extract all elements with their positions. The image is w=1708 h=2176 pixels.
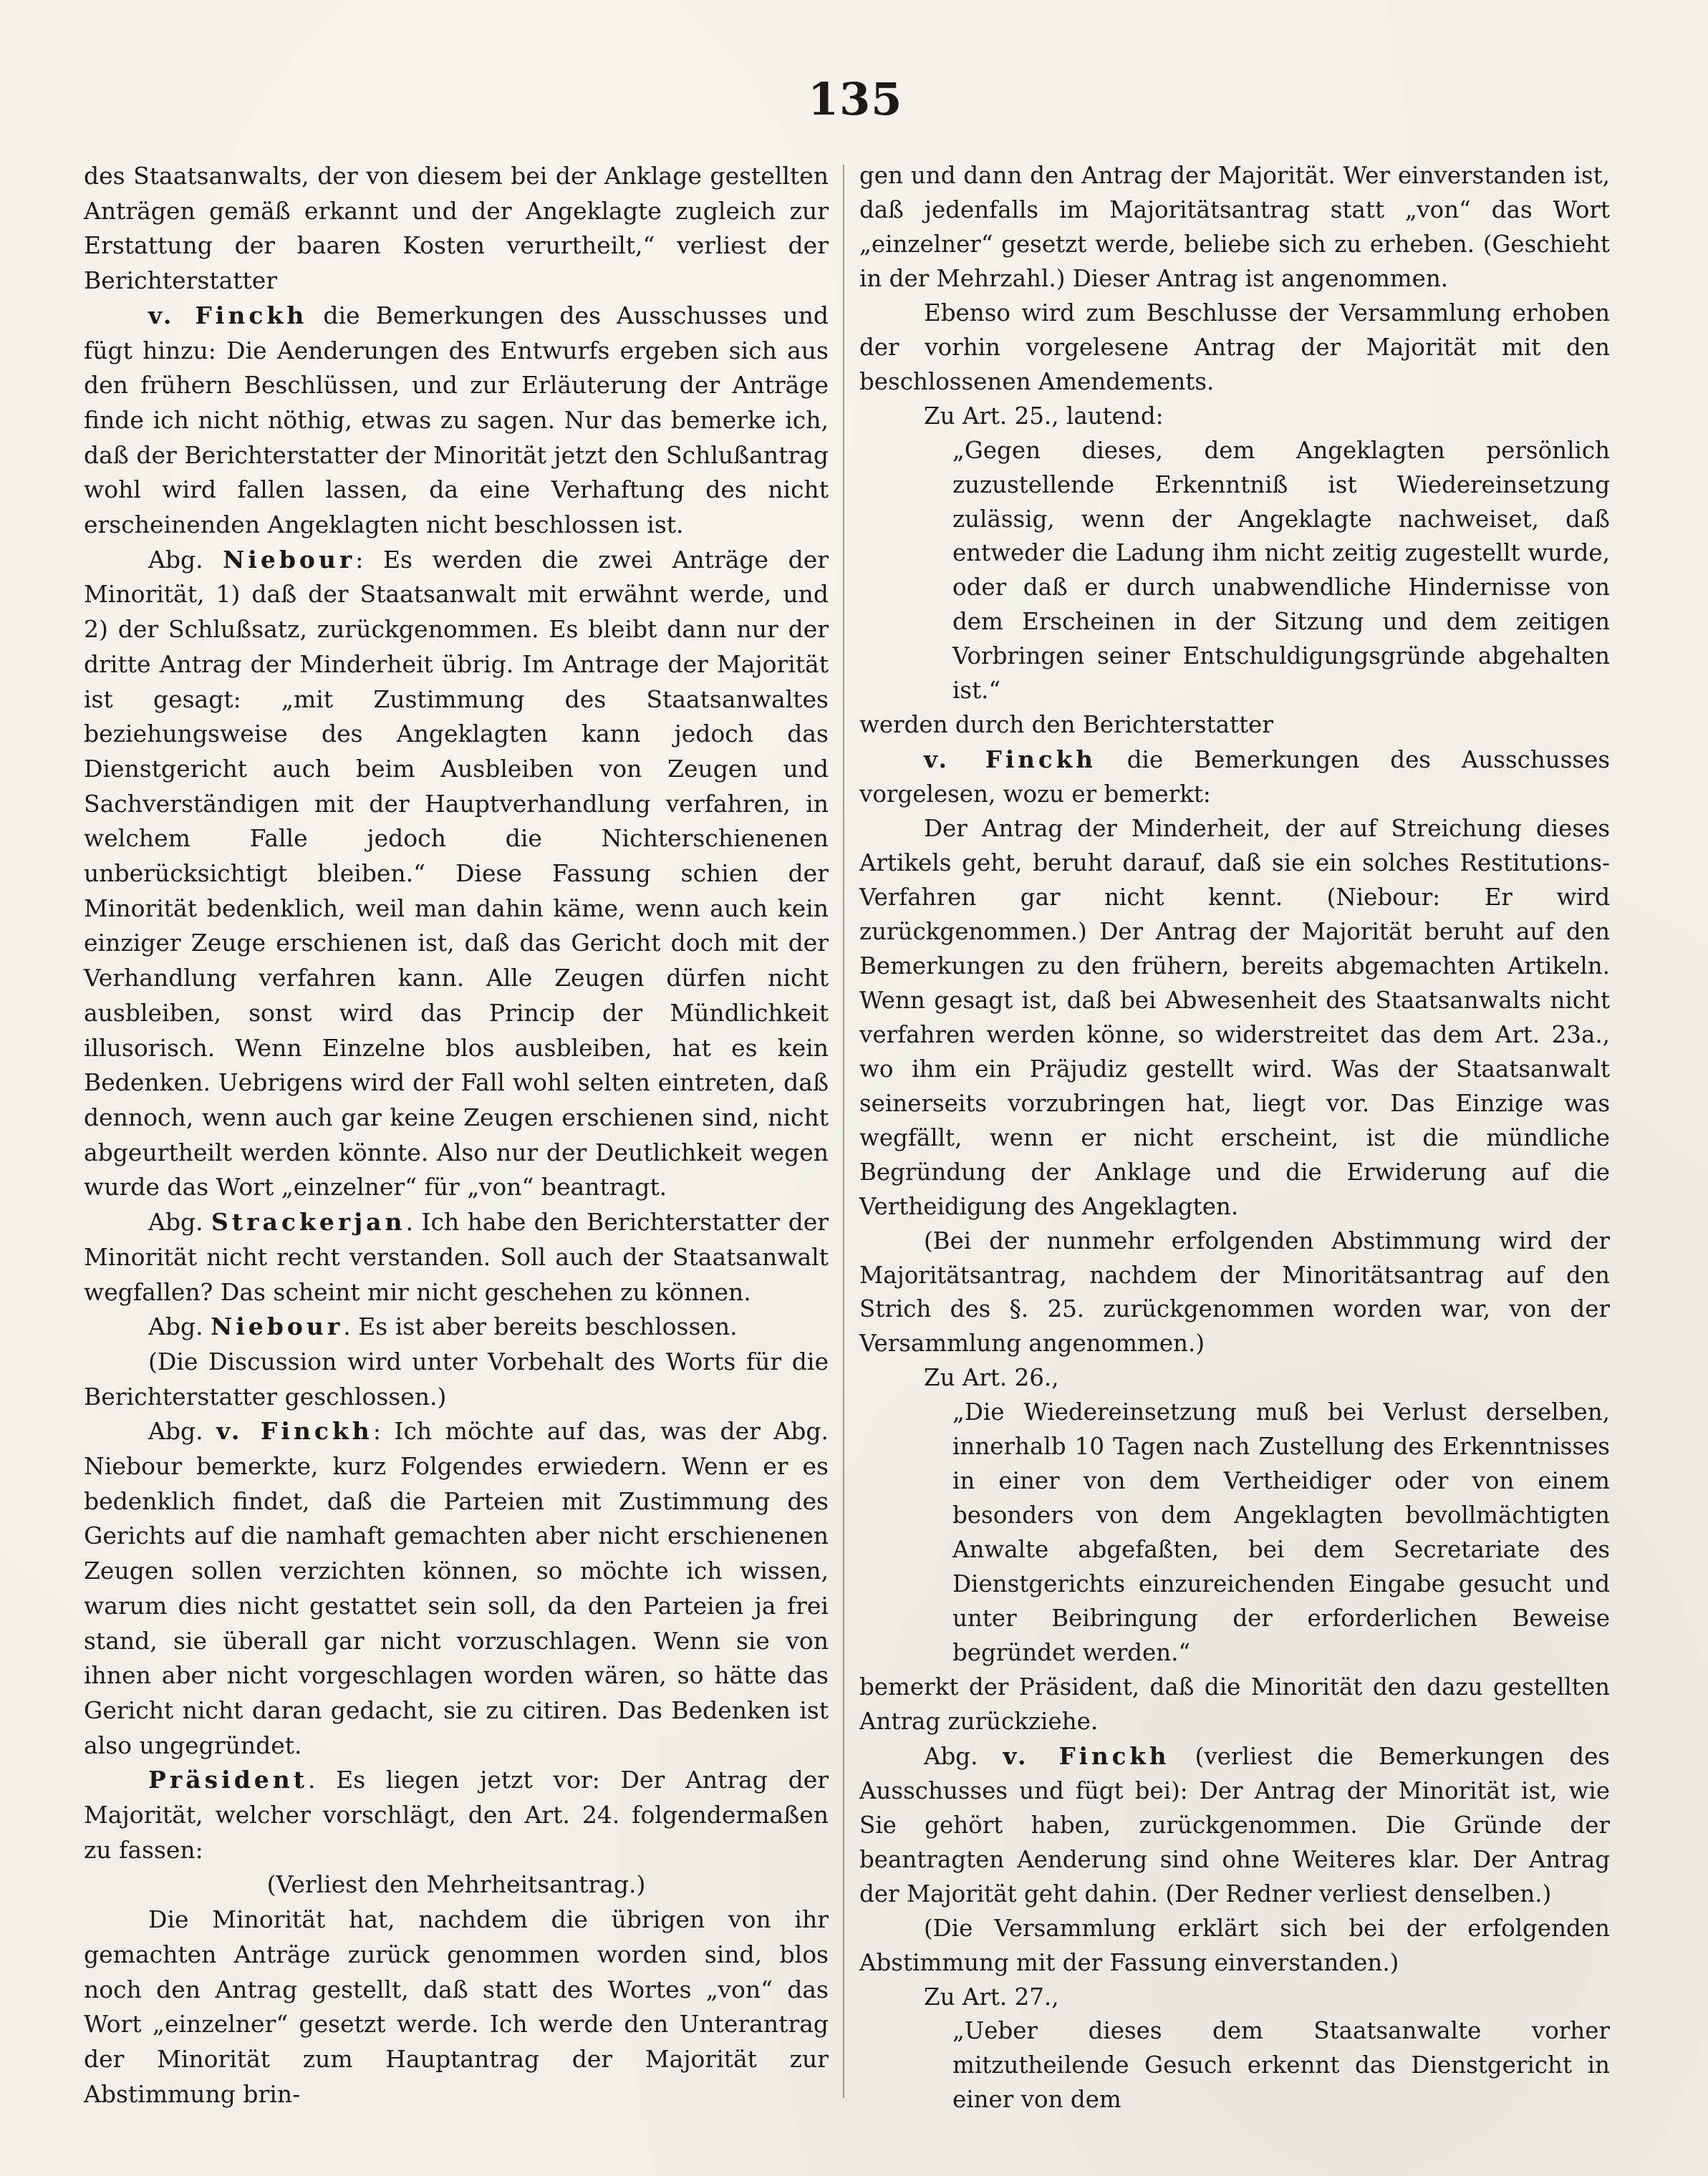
- right-column-paragraph: [859, 1224, 1610, 1362]
- paragraph-text: . Ich habe den Berichterstatter der Minorität nicht recht verstanden. Soll auch der Staatsanwalt wegfallen? Das scheint mir nicht geschehen zu können.: [84, 1208, 829, 1306]
- left-column-paragraph: [84, 299, 829, 543]
- speaker-name: v. Finckh: [148, 301, 308, 329]
- right-column-paragraph: [859, 434, 1610, 709]
- speaker-name: Niebour: [211, 1312, 344, 1341]
- left-column-paragraph: [84, 1310, 829, 1345]
- paragraph-text: Zu Art. 26.,: [924, 1364, 1059, 1392]
- speaker-name: v. Finckh: [216, 1417, 373, 1446]
- right-column-paragraph: [859, 1981, 1610, 2015]
- paragraph-text: (Die Discussion wird unter Vorbehalt des Worts für die Berichterstatter geschlossen.): [84, 1347, 829, 1411]
- left-column-paragraph: [84, 543, 829, 1205]
- right-column-paragraph: [859, 1396, 1610, 1670]
- speaker-prefix: Abg.: [148, 1417, 217, 1446]
- right-column-paragraph: [859, 1361, 1610, 1396]
- right-column-paragraph: [859, 812, 1610, 1224]
- paragraph-text: Der Antrag der Minderheit, der auf Streichung dieses Artikels geht, beruht darauf, daß sie ein solches Restitutions-Verfahren gar nicht kennt. (Niebour: Er wird zurückgenommen.) Der Antrag der Majorität beruht auf den Bemerkungen zu den frühern, bereits abgemachten Artikeln. Wenn gesagt ist, daß bei Abwesenheit des Staatsanwalts nicht verfahren werden könne, so widerstreitet das dem Art. 23a., wo ihm ein Präjudiz gestellt wird. Was der Staatsanwalt seinerseits vorzubringen hat, liegt vor. Das Einzige was wegfällt, wenn er nicht erscheint, ist die mündliche Begründung der Anklage und die Erwiderung auf die Vertheidigung des Angeklagten.: [859, 815, 1610, 1220]
- paragraph-text: Zu Art. 25., lautend:: [924, 402, 1164, 430]
- speaker-name: Strackerjan: [211, 1208, 406, 1237]
- speaker-name: Präsident: [148, 1766, 309, 1794]
- left-column-paragraph: [84, 159, 829, 299]
- paragraph-text: (Die Versammlung erklärt sich bei der erfolgenden Abstimmung mit der Fassung einverstanden.): [859, 1914, 1610, 1976]
- right-column-paragraph: [859, 1912, 1610, 1981]
- paragraph-text: . Es ist aber bereits beschlossen.: [343, 1312, 738, 1341]
- speaker-prefix: Abg.: [924, 1742, 1003, 1770]
- left-column-paragraph: [84, 1205, 829, 1310]
- paragraph-text: : Es werden die zwei Anträge der Minorität, 1) daß der Staatsanwalt mit erwähnt werde, und 2) der Schlußsatz, zurückgenommen. Es bleibt dann nur der dritte Antrag der Minderheit übrig. Im Antrage der Majorität ist gesagt: „mit Zustimmung des Staatsanwaltes beziehungsweise des Angeklagten kann jedoch das Dienstgericht auch beim Ausbleiben von Zeugen und Sachverständigen mit der Hauptverhandlung verfahren, in welchem Falle jedoch die Nichterschienenen unberücksichtigt bleiben.“ Diese Fassung schien der Minorität bedenklich, weil man dahin käme, wenn auch kein einziger Zeuge erschienen ist, daß das Gericht doch mit der Verhandlung verfahren kann. Alle Zeugen dürfen nicht ausbleiben, sonst wird das Princip der Mündlichkeit illusorisch. Wenn Einzelne blos ausbleiben, hat es kein Bedenken. Uebrigens wird der Fall wohl selten eintreten, daß dennoch, wenn auch gar keine Zeugen erschienen sind, nicht abgeurtheilt werden könnte. Also nur der Deutlichkeit wegen wurde das Wort „einzelner“ für „von“ beantragt.: [84, 545, 829, 1201]
- right-column-paragraph: [859, 743, 1610, 812]
- paragraph-text: „Die Wiedereinsetzung muß bei Verlust derselben, innerhalb 10 Tagen nach Zustellung des Erkenntnisses in einer von dem Vertheidiger oder von einem besonders von dem Angeklagten bevollmächtigten Anwalte abgefaßten, bei dem Secretariate des Dienstgerichts einzureichenden Eingabe gesucht und unter Beibringung der erforderlichen Beweise begründet werden.“: [952, 1398, 1610, 1666]
- right-column: [859, 159, 1610, 2117]
- right-column-paragraph: [859, 2014, 1610, 2117]
- paragraph-text: die Bemerkungen des Ausschusses und fügt hinzu: Die Aenderungen des Entwurfs ergeben sich aus den frühern Beschlüssen, und zur Erläuterung der Anträge finde ich nicht nöthig, etwas zu sagen. Nur das bemerke ich, daß der Berichterstatter der Minorität jetzt den Schlußantrag wohl wird fallen lassen, da eine Verhaftung des nicht erscheinenden Angeklagten nicht beschlossen ist.: [84, 301, 829, 539]
- right-column-paragraph: [859, 159, 1610, 296]
- right-column-paragraph: [859, 708, 1610, 743]
- right-column-paragraph: [859, 1739, 1610, 1912]
- paragraph-text: bemerkt der Präsident, daß die Minorität den dazu gestellten Antrag zurückziehe.: [859, 1673, 1610, 1735]
- column-divider: [843, 165, 844, 2098]
- left-column-paragraph: [84, 1345, 829, 1414]
- paragraph-text: „Gegen dieses, dem Angeklagten persönlich zuzustellende Erkenntniß ist Wiedereinsetzung zulässig, wenn der Angeklagte nachweiset, daß entweder die Ladung ihm nicht zeitig zugestellt wurde, oder daß er durch unabwendliche Hindernisse von dem Erscheinen in der Sitzung und dem zeitigen Vorbringen seiner Entschuldigungsgründe abgehalten ist.“: [952, 436, 1610, 705]
- left-column-paragraph: [84, 1763, 829, 1867]
- left-column-paragraph: [84, 1867, 829, 1902]
- left-column-paragraph: [84, 1414, 829, 1763]
- page-number: 135: [808, 73, 903, 125]
- paragraph-text: (Bei der nunmehr erfolgenden Abstimmung wird der Majoritätsantrag, nachdem der Minoritätsantrag auf den Strich des §. 25. zurückgenommen worden war, von der Versammlung angenommen.): [859, 1227, 1610, 1358]
- paragraph-text: die Bemerkungen des Ausschusses vorgelesen, wozu er bemerkt:: [859, 746, 1610, 808]
- paragraph-text: : Ich möchte auf das, was der Abg. Niebour bemerkte, kurz Folgendes erwiedern. Wenn er es bedenklich findet, daß die Parteien mit Zustimmung des Gerichts auf die namhaft gemachten aber nicht erschienenen Zeugen sollen verzichten können, so möchte ich wissen, warum dies nicht gestattet sein soll, da den Parteien ja frei stand, sie überall gar nicht vorzuschlagen. Wenn sie von ihnen aber nicht vorgeschlagen worden wären, so hätte das Gericht nicht daran gedacht, sie zu citiren. Das Bedenken ist also ungegründet.: [84, 1417, 829, 1759]
- speaker-prefix: Abg.: [148, 1208, 212, 1237]
- paragraph-text: Ebenso wird zum Beschlusse der Versammlung erhoben der vorhin vorgelesene Antrag der Majorität mit den beschlossenen Amendements.: [859, 299, 1610, 395]
- left-column: [84, 159, 829, 2112]
- speaker-name: Niebour: [223, 545, 356, 574]
- right-column-paragraph: [859, 400, 1610, 434]
- paragraph-text: werden durch den Berichterstatter: [859, 711, 1273, 739]
- speaker-prefix: Abg.: [148, 1312, 211, 1341]
- paragraph-text: . Es liegen jetzt vor: Der Antrag der Majorität, welcher vorschlägt, den Art. 24. folgendermaßen zu fassen:: [84, 1766, 829, 1864]
- speaker-name: v. Finckh: [924, 745, 1096, 774]
- right-column-paragraph: [859, 1670, 1610, 1739]
- paragraph-text: Die Minorität hat, nachdem die übrigen von ihr gemachten Anträge zurück genommen worden sind, blos noch den Antrag gestellt, daß statt des Wortes „von“ das Wort „einzelner“ gesetzt werde. Ich werde den Unterantrag der Minorität zum Hauptantrag der Majorität zur Abstimmung brin-: [84, 1905, 829, 2108]
- speaker-prefix: Abg.: [148, 545, 223, 574]
- paragraph-text: (verliest die Bemerkungen des Ausschusses und fügt bei): Der Antrag der Minorität ist, wie Sie gehört haben, zurückgenommen. Die Gründe der beantragten Aenderung sind ohne Weiteres klar. Der Antrag der Majorität geht dahin. (Der Redner verliest denselben.): [859, 1742, 1610, 1907]
- paragraph-text: Zu Art. 27.,: [924, 1983, 1059, 2011]
- right-column-paragraph: [859, 296, 1610, 400]
- paragraph-text: „Ueber dieses dem Staatsanwalte vorher mitzutheilende Gesuch erkennt das Dienstgericht in einer von dem: [952, 2017, 1610, 2114]
- paragraph-text: gen und dann den Antrag der Majorität. Wer einverstanden ist, daß jedenfalls im Majoritätsantrag statt „von“ das Wort „einzelner“ gesetzt werde, beliebe sich zu erheben. (Geschieht in der Mehrzahl.) Dieser Antrag ist angenommen.: [859, 162, 1610, 292]
- left-column-paragraph: [84, 1902, 829, 2112]
- paragraph-text: des Staatsanwalts, der von diesem bei der Anklage gestellten Anträgen gemäß erkannt und der Angeklagte zugleich zur Erstattung der baaren Kosten verurtheilt,“ verliest der Berichterstatter: [84, 162, 829, 295]
- paragraph-text: (Verliest den Mehrheitsantrag.): [266, 1870, 646, 1899]
- speaker-name: v. Finckh: [1003, 1741, 1170, 1770]
